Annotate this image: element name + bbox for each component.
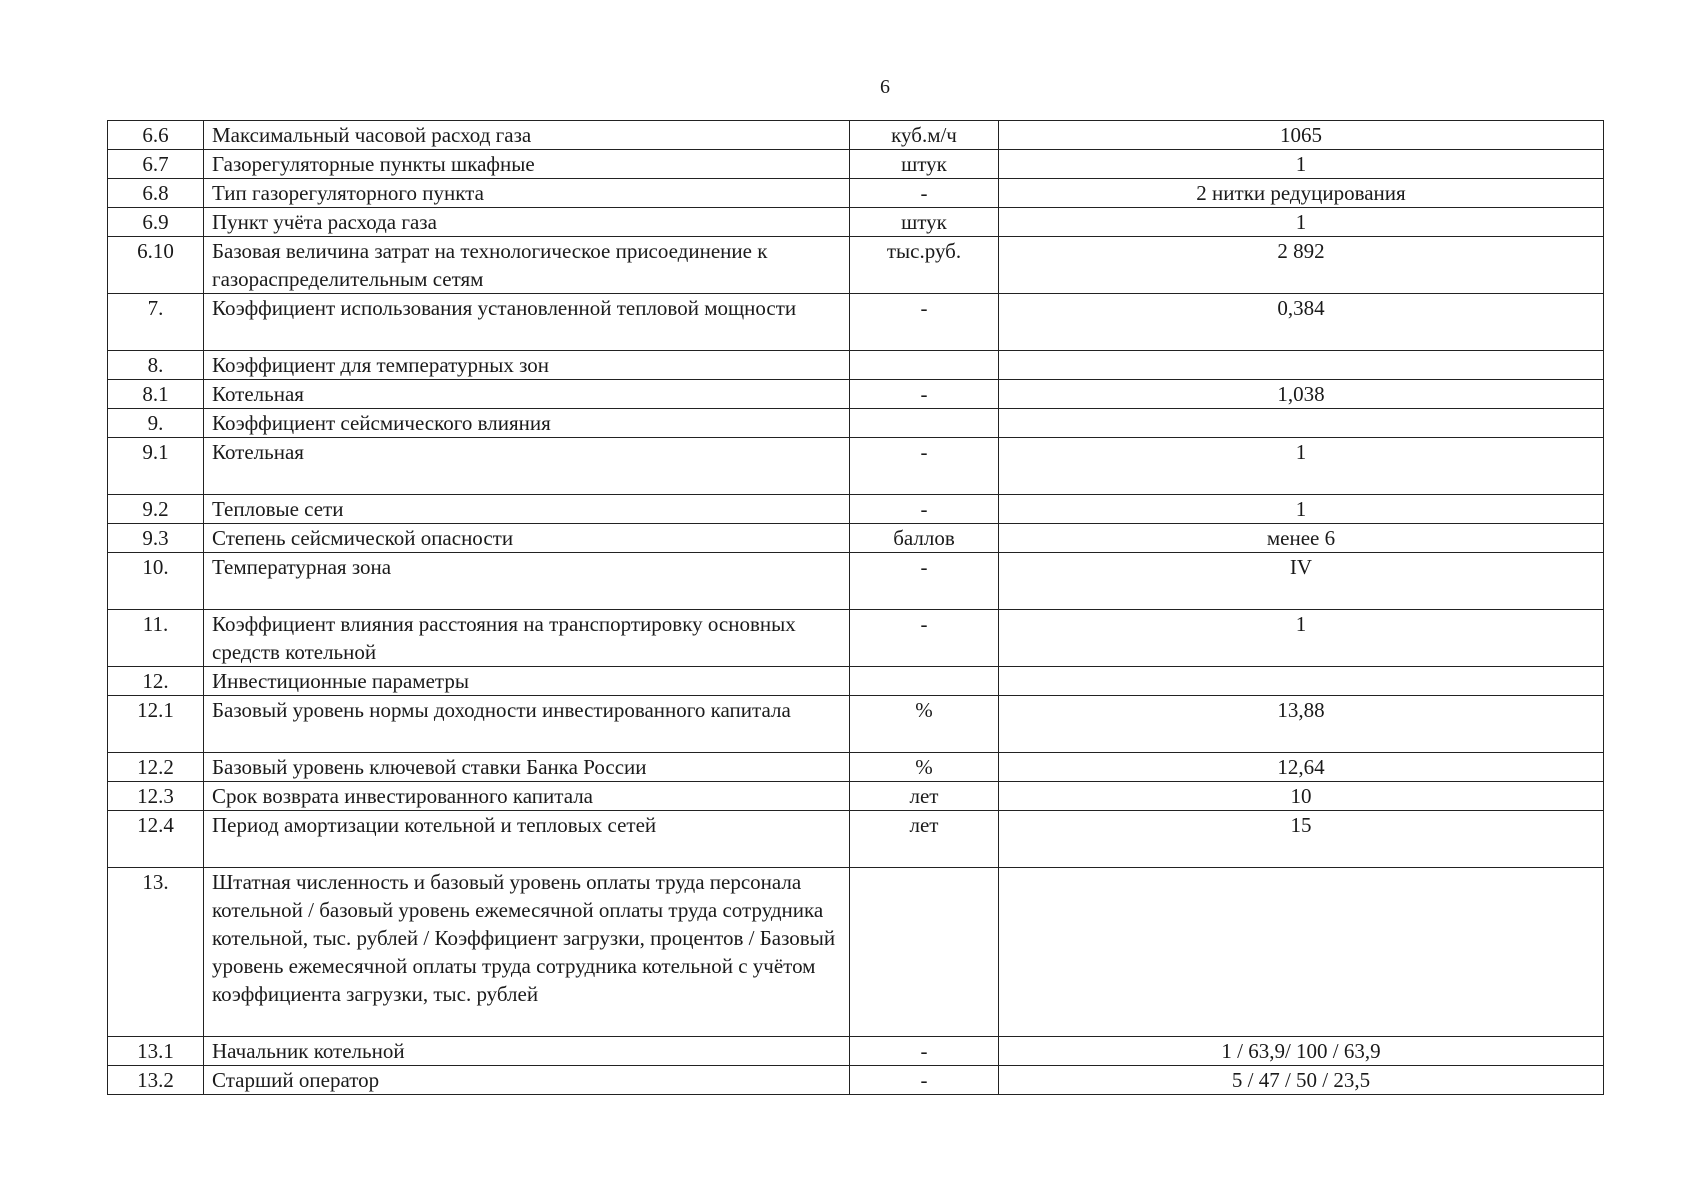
unit-cell: - — [850, 294, 999, 351]
table-row — [108, 208, 1604, 237]
row-number-cell: 8. — [108, 351, 204, 380]
value-cell — [999, 868, 1604, 1037]
value-cell: 1065 — [999, 121, 1604, 150]
value-cell: IV — [999, 553, 1604, 610]
unit-cell: тыс.руб. — [850, 237, 999, 294]
table-row — [108, 438, 1604, 495]
value-cell — [999, 409, 1604, 438]
unit-cell — [850, 351, 999, 380]
row-number-cell: 6.10 — [108, 237, 204, 294]
page-number: 6 — [880, 76, 890, 98]
unit-cell: баллов — [850, 524, 999, 553]
row-number-cell: 9. — [108, 409, 204, 438]
parameter-name-cell: Базовый уровень нормы доходности инвестированного капитала — [204, 696, 850, 753]
value-cell: 13,88 — [999, 696, 1604, 753]
table-row — [108, 179, 1604, 208]
unit-cell: - — [850, 380, 999, 409]
parameter-name-cell: Газорегуляторные пункты шкафные — [204, 150, 850, 179]
row-number-cell: 6.8 — [108, 179, 204, 208]
row-number-cell: 12.1 — [108, 696, 204, 753]
value-cell: 0,384 — [999, 294, 1604, 351]
row-number-cell: 9.1 — [108, 438, 204, 495]
row-number-cell: 6.6 — [108, 121, 204, 150]
row-number-cell: 9.3 — [108, 524, 204, 553]
row-number-cell: 12.3 — [108, 782, 204, 811]
table-row — [108, 696, 1604, 753]
row-number-cell: 12.4 — [108, 811, 204, 868]
unit-cell: - — [850, 495, 999, 524]
value-cell: 2 нитки редуцирования — [999, 179, 1604, 208]
row-number-cell: 12. — [108, 667, 204, 696]
value-cell — [999, 667, 1604, 696]
row-number-cell: 8.1 — [108, 380, 204, 409]
row-number-cell: 6.9 — [108, 208, 204, 237]
unit-cell: % — [850, 753, 999, 782]
table-row — [108, 524, 1604, 553]
unit-cell: лет — [850, 782, 999, 811]
unit-cell: лет — [850, 811, 999, 868]
parameter-name-cell: Пункт учёта расхода газа — [204, 208, 850, 237]
parameter-name-cell: Котельная — [204, 380, 850, 409]
parameter-name-cell: Базовый уровень ключевой ставки Банка России — [204, 753, 850, 782]
value-cell: 12,64 — [999, 753, 1604, 782]
table-row — [108, 409, 1604, 438]
row-number-cell: 7. — [108, 294, 204, 351]
parameter-name-cell: Котельная — [204, 438, 850, 495]
unit-cell — [850, 409, 999, 438]
parameter-name-cell: Срок возврата инвестированного капитала — [204, 782, 850, 811]
unit-cell: - — [850, 179, 999, 208]
parameter-name-cell: Старший оператор — [204, 1066, 850, 1095]
table-row — [108, 753, 1604, 782]
unit-cell — [850, 868, 999, 1037]
unit-cell: куб.м/ч — [850, 121, 999, 150]
value-cell: 1 / 63,9/ 100 / 63,9 — [999, 1037, 1604, 1066]
value-cell: 1 — [999, 610, 1604, 667]
table-row — [108, 667, 1604, 696]
parameter-name-cell: Тип газорегуляторного пункта — [204, 179, 850, 208]
unit-cell: штук — [850, 208, 999, 237]
parameter-name-cell: Инвестиционные параметры — [204, 667, 850, 696]
unit-cell: - — [850, 438, 999, 495]
table-row — [108, 121, 1604, 150]
unit-cell: - — [850, 1066, 999, 1095]
parameter-name-cell: Максимальный часовой расход газа — [204, 121, 850, 150]
row-number-cell: 13. — [108, 868, 204, 1037]
parameter-name-cell: Период амортизации котельной и тепловых сетей — [204, 811, 850, 868]
row-number-cell: 13.1 — [108, 1037, 204, 1066]
table-row — [108, 811, 1604, 868]
table-row — [108, 237, 1604, 294]
row-number-cell: 9.2 — [108, 495, 204, 524]
value-cell: 5 / 47 / 50 / 23,5 — [999, 1066, 1604, 1095]
parameters-table — [107, 120, 1604, 1095]
parameter-name-cell: Степень сейсмической опасности — [204, 524, 850, 553]
unit-cell: % — [850, 696, 999, 753]
row-number-cell: 12.2 — [108, 753, 204, 782]
table-row — [108, 495, 1604, 524]
value-cell: 15 — [999, 811, 1604, 868]
unit-cell: штук — [850, 150, 999, 179]
parameter-name-cell: Коэффициент для температурных зон — [204, 351, 850, 380]
value-cell: 2 892 — [999, 237, 1604, 294]
parameter-name-cell: Коэффициент сейсмического влияния — [204, 409, 850, 438]
value-cell: 10 — [999, 782, 1604, 811]
parameter-name-cell: Начальник котельной — [204, 1037, 850, 1066]
table-row — [108, 610, 1604, 667]
row-number-cell: 11. — [108, 610, 204, 667]
parameter-name-cell: Базовая величина затрат на технологическое присоединение к газораспределительным сетям — [204, 237, 850, 294]
table-row — [108, 294, 1604, 351]
row-number-cell: 10. — [108, 553, 204, 610]
table-row — [108, 868, 1604, 1037]
parameter-name-cell: Коэффициент влияния расстояния на транспортировку основных средств котельной — [204, 610, 850, 667]
parameter-name-cell: Температурная зона — [204, 553, 850, 610]
table-row — [108, 150, 1604, 179]
row-number-cell: 13.2 — [108, 1066, 204, 1095]
unit-cell: - — [850, 553, 999, 610]
value-cell: 1 — [999, 438, 1604, 495]
value-cell: 1 — [999, 495, 1604, 524]
value-cell: 1,038 — [999, 380, 1604, 409]
table-row — [108, 1066, 1604, 1095]
unit-cell: - — [850, 610, 999, 667]
table-body — [108, 121, 1604, 1095]
unit-cell — [850, 667, 999, 696]
parameter-name-cell: Коэффициент использования установленной тепловой мощности — [204, 294, 850, 351]
value-cell: 1 — [999, 150, 1604, 179]
value-cell — [999, 351, 1604, 380]
value-cell: менее 6 — [999, 524, 1604, 553]
table-row — [108, 380, 1604, 409]
table-row — [108, 1037, 1604, 1066]
table-row — [108, 782, 1604, 811]
value-cell: 1 — [999, 208, 1604, 237]
parameter-name-cell: Тепловые сети — [204, 495, 850, 524]
table-row — [108, 351, 1604, 380]
table-row — [108, 553, 1604, 610]
parameter-name-cell: Штатная численность и базовый уровень оплаты труда персонала котельной / базовый уровень ежемесячной оплаты труда сотрудника котельной, тыс. рублей / Коэффициент загрузки, процентов / Базовый уровень ежемесячной оплаты труда сотрудника котельной с учётом коэффициента загрузки, тыс. рублей — [204, 868, 850, 1037]
row-number-cell: 6.7 — [108, 150, 204, 179]
unit-cell: - — [850, 1037, 999, 1066]
